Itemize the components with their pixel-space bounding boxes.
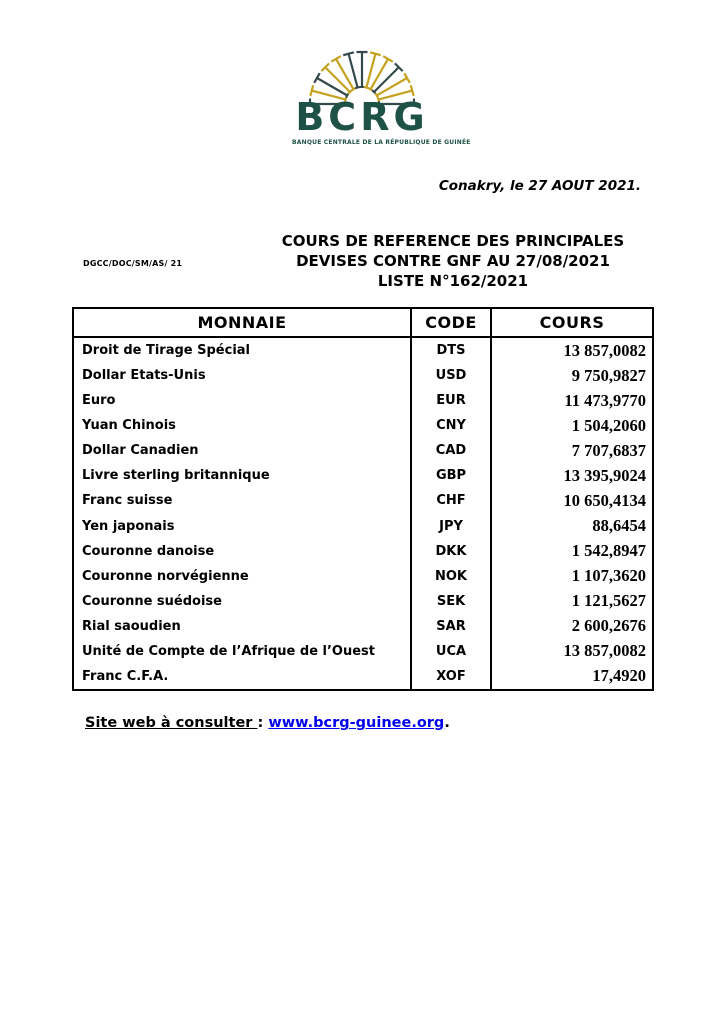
site-note-separator: : <box>257 715 269 731</box>
cell-code: CAD <box>412 438 492 463</box>
cell-cours: 1 542,8947 <box>571 541 646 561</box>
bcrg-logo <box>292 42 471 146</box>
column-header-monnaie: MONNAIE <box>74 309 412 338</box>
cell-monnaie: Droit de Tirage Spécial <box>74 338 412 363</box>
cell-code: EUR <box>412 388 492 413</box>
cell-code: USD <box>412 363 492 388</box>
title-line-1: COURS DE REFERENCE DES PRINCIPALES <box>281 232 625 250</box>
site-note-label: Site web à consulter <box>85 715 258 731</box>
cell-monnaie: Couronne norvégienne <box>74 564 412 589</box>
title-line-3: LISTE N°162/2021 <box>377 272 529 290</box>
cell-monnaie: Livre sterling britannique <box>74 463 412 488</box>
cell-code: JPY <box>412 513 492 538</box>
reference-code: DGCC/DOC/SM/AS/ 21 <box>83 259 183 268</box>
cell-cours: 1 504,2060 <box>571 415 646 435</box>
cell-cours: 88,6454 <box>592 516 646 536</box>
cell-code: UCA <box>412 639 492 664</box>
title-line-2: DEVISES CONTRE GNF AU 27/08/2021 <box>296 252 610 270</box>
cell-monnaie: Dollar Canadien <box>74 438 412 463</box>
cell-code: SEK <box>412 589 492 614</box>
cell-cours: 11 473,9770 <box>564 390 646 410</box>
document-title <box>250 231 656 291</box>
cell-code: CHF <box>412 488 492 513</box>
cell-monnaie: Franc C.F.A. <box>74 664 412 689</box>
cell-cours: 1 107,3620 <box>571 566 646 586</box>
cell-cours: 7 707,6837 <box>571 440 646 460</box>
cell-monnaie: Franc suisse <box>74 488 412 513</box>
cell-cours: 13 857,0082 <box>563 641 646 661</box>
date-line: Conakry, le 27 AOUT 2021. <box>438 178 641 194</box>
logo-acronym: BCRG <box>295 95 429 139</box>
cell-code: GBP <box>412 463 492 488</box>
cell-code: SAR <box>412 614 492 639</box>
cell-cours: 13 857,0082 <box>563 340 646 360</box>
site-note <box>85 715 450 731</box>
cell-monnaie: Yen japonais <box>74 513 412 538</box>
cell-monnaie: Yuan Chinois <box>74 413 412 438</box>
cell-monnaie: Couronne suédoise <box>74 589 412 614</box>
cell-code: DKK <box>412 539 492 564</box>
site-note-suffix: . <box>444 715 450 731</box>
cell-code: XOF <box>412 664 492 689</box>
cell-monnaie: Euro <box>74 388 412 413</box>
cell-monnaie: Dollar Etats-Unis <box>74 363 412 388</box>
cell-cours: 10 650,4134 <box>563 490 646 510</box>
cell-cours: 9 750,9827 <box>571 365 646 385</box>
column-header-code: CODE <box>412 309 492 338</box>
cell-monnaie: Couronne danoise <box>74 539 412 564</box>
cell-code: NOK <box>412 564 492 589</box>
rates-table <box>72 307 654 691</box>
cell-code: DTS <box>412 338 492 363</box>
cell-monnaie: Unité de Compte de l’Afrique de l’Ouest <box>74 639 412 664</box>
cell-code: CNY <box>412 413 492 438</box>
cell-cours: 17,4920 <box>592 666 646 686</box>
column-header-cours: COURS <box>492 309 652 338</box>
logo-tagline: BANQUE CENTRALE DE LA RÉPUBLIQUE DE GUINÉE <box>292 139 471 146</box>
cell-cours: 2 600,2676 <box>571 616 646 636</box>
cell-monnaie: Rial saoudien <box>74 614 412 639</box>
cell-cours: 1 121,5627 <box>571 591 646 611</box>
website-link[interactable]: www.bcrg-guinee.org <box>268 715 445 731</box>
cell-cours: 13 395,9024 <box>563 465 646 485</box>
